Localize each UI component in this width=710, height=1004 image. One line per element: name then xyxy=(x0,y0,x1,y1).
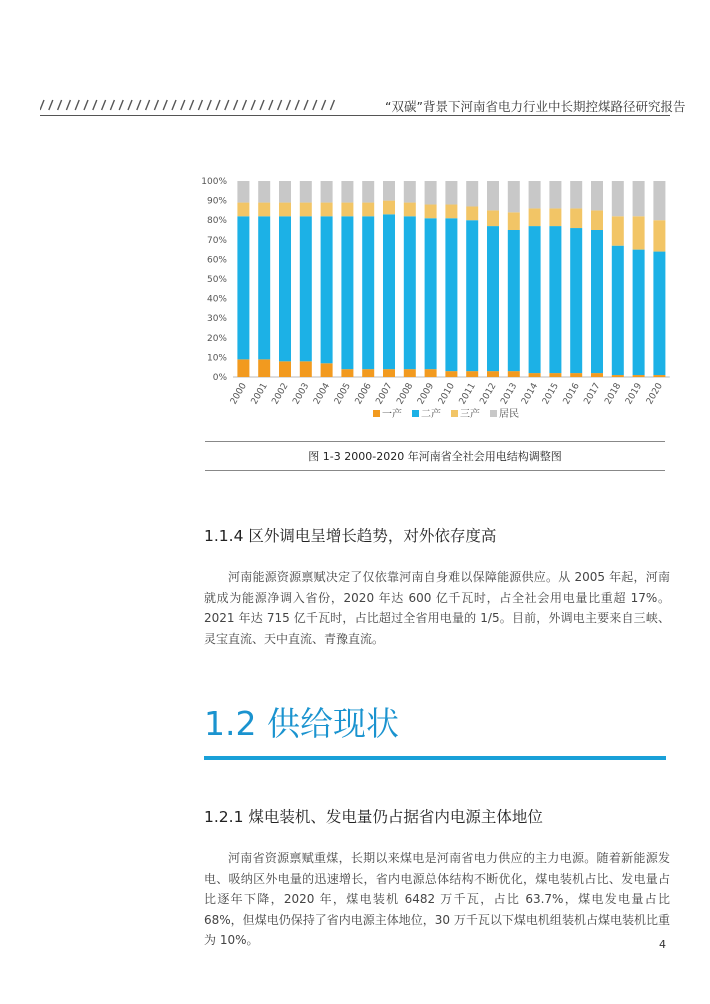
bar-segment xyxy=(279,203,291,217)
x-tick-label: 2016 xyxy=(561,381,582,407)
bar-segment xyxy=(321,181,333,203)
y-tick-label: 90% xyxy=(206,196,227,207)
legend-label: 一产 xyxy=(382,409,402,420)
bar-segment xyxy=(258,216,270,359)
bar-segment xyxy=(529,208,541,226)
bar-segment xyxy=(653,181,665,220)
x-tick-label: 2017 xyxy=(582,381,603,407)
header-rule xyxy=(40,115,670,116)
legend-label: 三产 xyxy=(460,409,480,420)
caption-rule-top xyxy=(205,441,665,442)
bar-segment xyxy=(612,375,624,377)
x-tick-label: 2003 xyxy=(291,381,312,407)
bar-segment xyxy=(612,181,624,216)
bar-segment xyxy=(404,203,416,217)
bar-segment xyxy=(633,375,645,377)
bar-segment xyxy=(341,369,353,377)
x-tick-label: 2019 xyxy=(624,381,645,407)
bar-segment xyxy=(529,226,541,373)
bar-segment xyxy=(300,361,312,377)
x-tick-label: 2011 xyxy=(457,381,478,407)
bar-segment xyxy=(404,181,416,203)
x-tick-label: 2008 xyxy=(395,381,416,407)
bar-segment xyxy=(612,246,624,375)
y-tick-label: 70% xyxy=(206,235,227,246)
bar-segment xyxy=(487,181,499,210)
bar-segment xyxy=(591,210,603,230)
section-paragraph-1-2-1: 河南省资源禀赋重煤，长期以来煤电是河南省电力供应的主力电源。随着新能源发电、吸纳区外电量的迅速增长，省内电源总体结构不断优化，煤电装机占比、发电量占比逐年下降，2020 年，煤电装机 6482 万千瓦，占比 63.7%，煤电发电量占比 68%，但煤电仍保持了省内电源主体地位，30 万千瓦以下煤电机组装机占煤电装机比重为 10%。 xyxy=(204,851,670,948)
bar-segment xyxy=(237,181,249,203)
bar-segment xyxy=(633,250,645,375)
y-tick-label: 100% xyxy=(201,177,227,187)
x-tick-label: 2005 xyxy=(332,381,353,407)
header-title: “双碳”背景下河南省电力行业中长期控煤路径研究报告 xyxy=(385,99,686,114)
bar-segment xyxy=(653,252,665,375)
bar-segment xyxy=(529,181,541,208)
y-tick-label: 30% xyxy=(206,314,227,325)
bar-segment xyxy=(383,369,395,377)
bar-segment xyxy=(258,359,270,377)
bar-segment xyxy=(549,226,561,373)
header-hatch-decoration xyxy=(40,99,340,111)
bar-segment xyxy=(425,218,437,369)
x-tick-label: 2004 xyxy=(312,381,333,407)
bar-segment xyxy=(404,369,416,377)
bars xyxy=(237,181,665,377)
bar-segment xyxy=(258,203,270,217)
bar-segment xyxy=(279,216,291,361)
bar-segment xyxy=(237,359,249,377)
legend-label: 居民 xyxy=(499,409,519,420)
bar-segment xyxy=(445,181,457,205)
x-tick-label: 2009 xyxy=(416,381,437,407)
bar-segment xyxy=(633,181,645,216)
x-tick-label: 2015 xyxy=(540,381,561,407)
bar-segment xyxy=(425,205,437,219)
section-heading-1-1-4: 1.1.4 区外调电呈增长趋势，对外依存度高 xyxy=(204,527,497,545)
y-tick-label: 0% xyxy=(212,373,227,383)
bar-segment xyxy=(466,181,478,206)
bar-segment xyxy=(383,181,395,201)
bar-segment xyxy=(570,228,582,373)
bar-segment xyxy=(425,369,437,377)
bar-segment xyxy=(362,369,374,377)
bar-segment xyxy=(487,226,499,371)
bar-segment xyxy=(321,363,333,377)
y-tick-label: 80% xyxy=(206,216,227,227)
bar-segment xyxy=(362,203,374,217)
bar-segment xyxy=(383,201,395,215)
x-tick-label: 2012 xyxy=(478,381,499,407)
x-tick-label: 2018 xyxy=(603,381,624,407)
section-heading-1-2-1: 1.2.1 煤电装机、发电量仍占据省内电源主体地位 xyxy=(204,808,543,826)
bar-segment xyxy=(425,181,437,205)
section-heading-rule xyxy=(204,756,666,760)
legend-swatch xyxy=(373,410,380,417)
legend-swatch xyxy=(412,410,419,417)
figure-caption: 图 1-3 2000-2020 年河南省全社会用电结构调整图 xyxy=(308,450,562,463)
x-tick-label: 2000 xyxy=(228,381,249,407)
legend-swatch xyxy=(490,410,497,417)
bar-segment xyxy=(549,181,561,208)
bar-segment xyxy=(237,203,249,217)
bar-segment xyxy=(279,181,291,203)
bar-segment xyxy=(258,181,270,203)
bar-segment xyxy=(341,181,353,203)
bar-segment xyxy=(591,181,603,210)
bar-segment xyxy=(300,181,312,203)
y-tick-label: 10% xyxy=(206,353,227,364)
bar-segment xyxy=(445,371,457,377)
x-axis xyxy=(229,381,665,406)
bar-segment xyxy=(508,230,520,371)
y-tick-label: 40% xyxy=(206,294,227,305)
y-tick-label: 50% xyxy=(206,275,227,285)
bar-segment xyxy=(487,210,499,226)
bar-segment xyxy=(321,203,333,217)
bar-segment xyxy=(300,203,312,217)
section-paragraph-1-1-4: 河南能源资源禀赋决定了仅依靠河南自身难以保障能源供应。从 2005 年起，河南就成为能源净调入省份，2020 年达 600 亿千瓦时，占全社会用电量比重超 17%。2021 年达 715 亿千瓦时，占比超过全省用电量的 1/5。目前，外调电主要来自三峡、灵宝直流、天中直流、青豫直流。 xyxy=(204,570,670,646)
bar-segment xyxy=(508,212,520,230)
bar-segment xyxy=(362,181,374,203)
x-tick-label: 2007 xyxy=(374,381,395,407)
x-tick-label: 2006 xyxy=(353,381,374,407)
bar-segment xyxy=(466,220,478,371)
bar-segment xyxy=(570,373,582,377)
bar-segment xyxy=(300,216,312,361)
bar-segment xyxy=(549,208,561,226)
x-tick-label: 2020 xyxy=(644,381,665,407)
bar-segment xyxy=(445,205,457,219)
x-tick-label: 2002 xyxy=(270,381,291,407)
bar-segment xyxy=(466,206,478,220)
bar-segment xyxy=(341,216,353,369)
bar-segment xyxy=(279,361,291,377)
x-tick-label: 2010 xyxy=(436,381,457,407)
bar-segment xyxy=(508,181,520,212)
bar-segment xyxy=(549,373,561,377)
legend-swatch xyxy=(451,410,458,417)
bar-segment xyxy=(612,216,624,245)
bar-segment xyxy=(237,216,249,359)
bar-segment xyxy=(383,214,395,369)
bar-segment xyxy=(653,375,665,377)
bar-segment xyxy=(341,203,353,217)
bar-segment xyxy=(591,373,603,377)
bar-segment xyxy=(445,218,457,371)
bar-segment xyxy=(529,373,541,377)
chart-legend xyxy=(373,407,519,420)
x-tick-label: 2014 xyxy=(520,381,541,407)
bar-segment xyxy=(570,181,582,208)
bar-segment xyxy=(633,216,645,249)
bar-segment xyxy=(508,371,520,377)
bar-segment xyxy=(362,216,374,369)
y-tick-label: 60% xyxy=(206,255,227,266)
caption-rule-bottom xyxy=(205,470,665,471)
bar-segment xyxy=(570,208,582,228)
bar-segment xyxy=(321,216,333,363)
page-number: 4 xyxy=(659,938,666,951)
section-heading-1-2: 1.2 供给现状 xyxy=(204,704,399,743)
bar-segment xyxy=(466,371,478,377)
bar-segment xyxy=(487,371,499,377)
stacked-bar-chart xyxy=(195,170,680,435)
legend-label: 二产 xyxy=(421,409,441,420)
y-tick-label: 20% xyxy=(206,333,227,344)
bar-segment xyxy=(404,216,416,369)
bar-segment xyxy=(653,220,665,251)
x-tick-label: 2013 xyxy=(499,381,520,407)
x-tick-label: 2001 xyxy=(249,381,270,407)
bar-segment xyxy=(591,230,603,373)
